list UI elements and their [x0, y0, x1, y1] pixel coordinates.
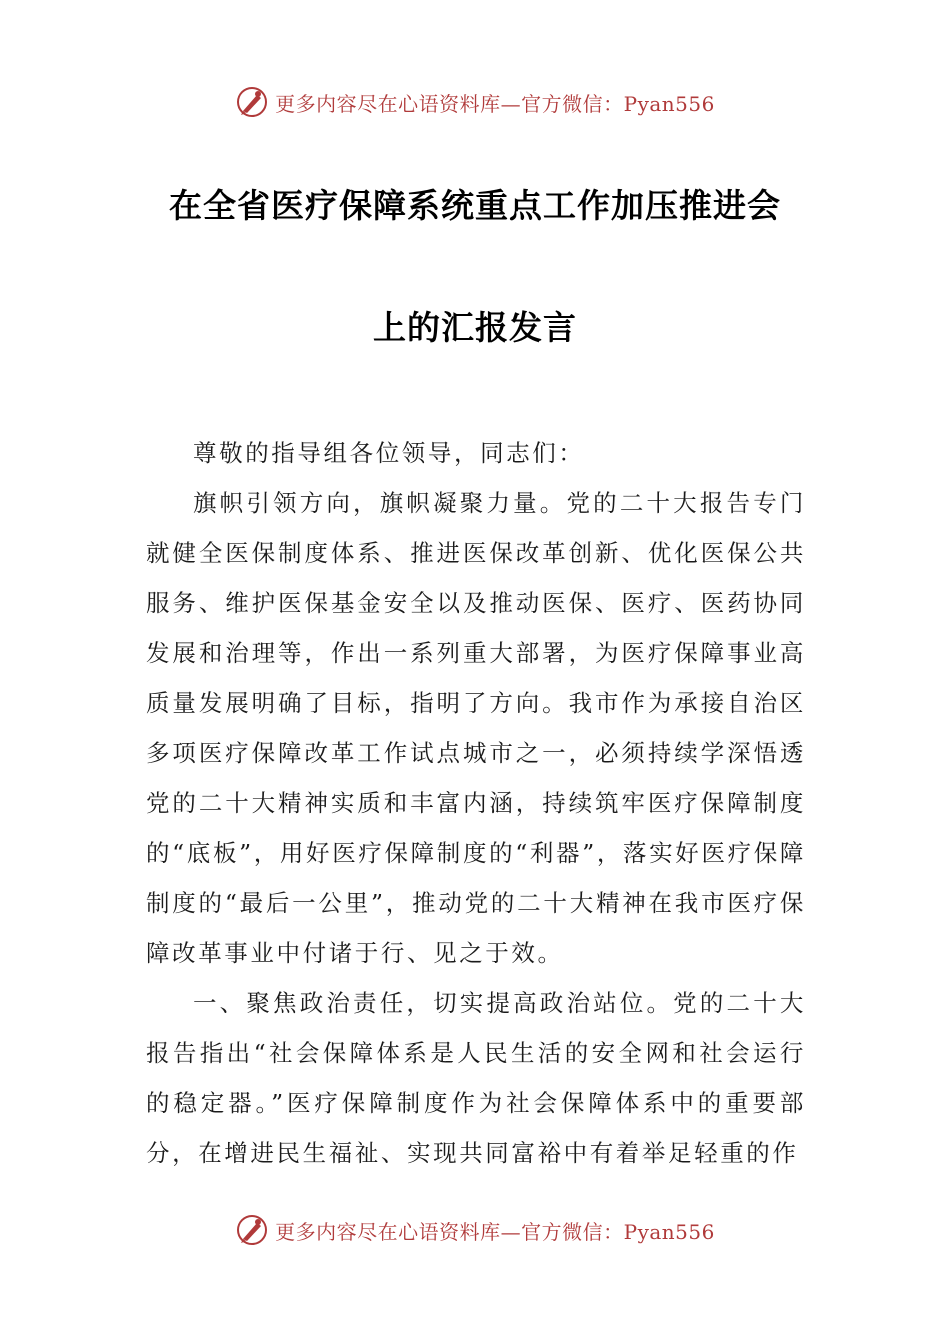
- watermark-text: 更多内容尽在心语资料库—官方微信：Pyan556: [275, 1219, 715, 1244]
- watermark-text: 更多内容尽在心语资料库—官方微信：Pyan556: [275, 91, 715, 116]
- document-body: [146, 428, 806, 1178]
- document-title-line-2: 上的汇报发言: [373, 308, 577, 347]
- footer-watermark-banner: [0, 1210, 950, 1250]
- header-watermark-banner: [0, 82, 950, 122]
- salutation-paragraph: 尊敬的指导组各位领导，同志们：: [193, 439, 585, 467]
- document-title-line-1: 在全省医疗保障系统重点工作加压推进会: [169, 186, 781, 225]
- body-paragraph: 一、聚焦政治责任，切实提高政治站位。党的二十大报告指出“社会保障体系是人民生活的安全网和社会运行的稳定器。”医疗保障制度作为社会保障体系中的重要部分，在增进民生福祉、实现共同富裕中有着举足轻重的作: [146, 989, 806, 1167]
- pen-logo-icon: [235, 1213, 269, 1247]
- pen-logo-icon: [235, 85, 269, 119]
- body-paragraph: 旗帜引领方向，旗帜凝聚力量。党的二十大报告专门就健全医保制度体系、推进医保改革创新、优化医保公共服务、维护医保基金安全以及推动医保、医疗、医药协同发展和治理等，作出一系列重大部署，为医疗保障事业高质量发展明确了目标，指明了方向。我市作为承接自治区多项医疗保障改革工作试点城市之一，必须持续学深悟透党的二十大精神实质和丰富内涵，持续筑牢医疗保障制度的“底板”，用好医疗保障制度的“利器”，落实好医疗保障制度的“最后一公里”，推动党的二十大精神在我市医疗保障改革事业中付诸于行、见之于效。: [146, 489, 806, 967]
